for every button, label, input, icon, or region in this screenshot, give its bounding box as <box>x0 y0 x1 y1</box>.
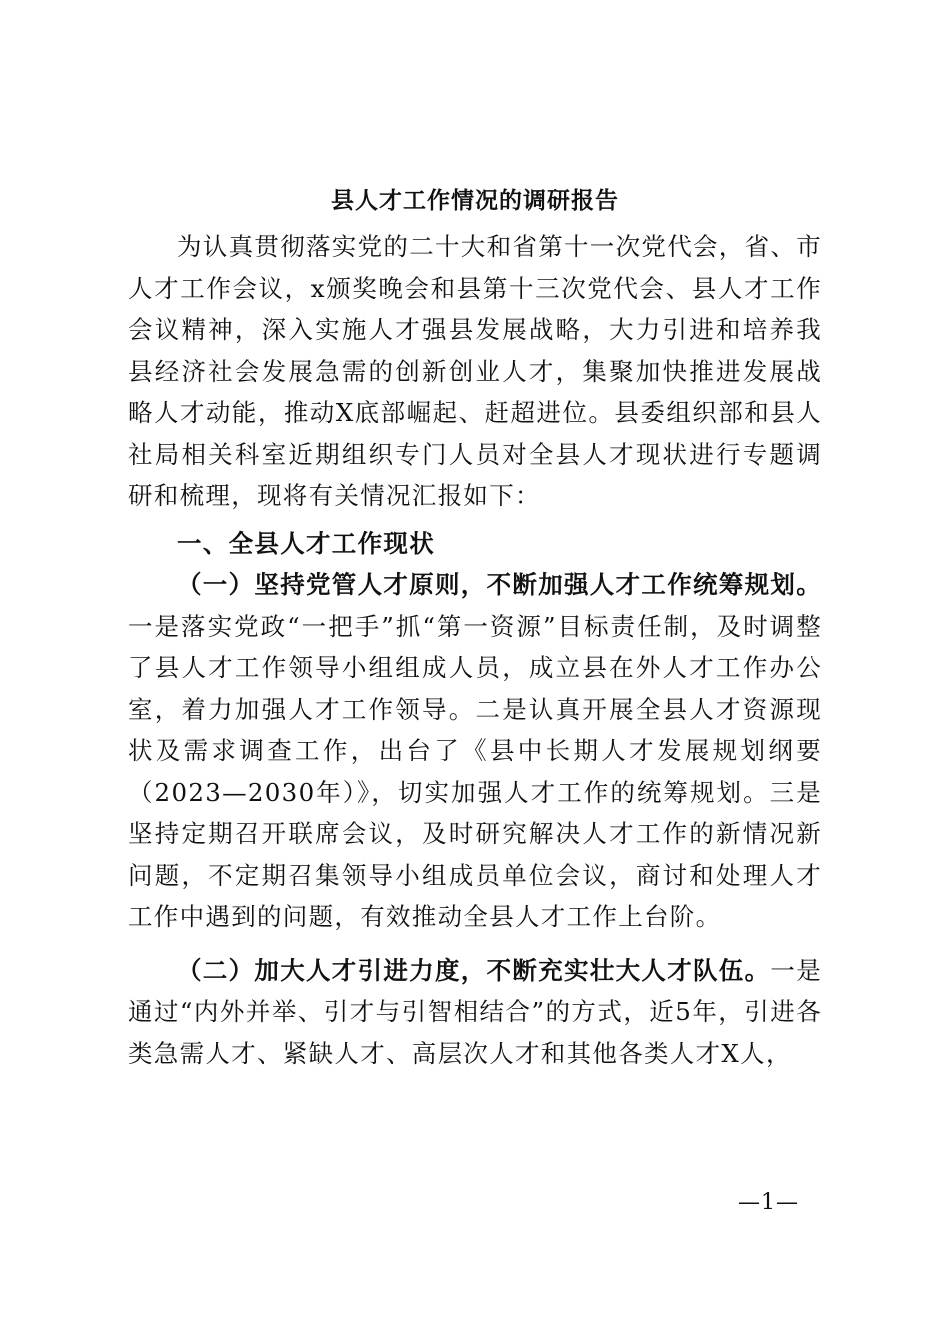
subsection-1-heading: （一）坚持党管人才原则，不断加强人才工作统筹规划。 <box>177 570 822 599</box>
subsection-1-body: 一是落实党政“一把手”抓“第一资源”目标责任制，及时调整了县人才工作领导小组组成人员，成立县在外人才工作办公室，着力加强人才工作领导。二是认真开展全县人才资源现状及需求调查工作，出台了《县中长期人才发展规划纲要（2023—2030年）》，切实加强人才工作的统筹规划。三是坚持定期召开联席会议，及时研究解决人才工作的新情况新问题，不定期召集领导小组成员单位会议，商讨和处理人才工作中遇到的问题，有效推动全县人才工作上台阶。 <box>128 611 822 931</box>
subsection-2-paragraph <box>128 950 822 1075</box>
subsection-1-paragraph <box>128 564 822 938</box>
subsection-2-heading: （二）加大人才引进力度，不断充实壮大人才队伍。 <box>177 955 771 985</box>
subsection-2-body: 一是通过“内外并举、引才与引智相结合”的方式，近5年，引进各类急需人才、紧缺人才、高层次人才和其他各类人才X人， <box>128 955 823 1068</box>
intro-paragraph: 为认真贯彻落实党的二十大和省第十一次党代会，省、市人才工作会议，x颁奖晚会和县第十三次党代会、县人才工作会议精神，深入实施人才强县发展战略，大力引进和培养我县经济社会发展急需的创新创业人才，集聚加快推进发展战略人才动能，推动X底部崛起、赶超进位。县委组织部和县人社局相关科室近期组织专门人员对全县人才现状进行专题调研和梳理，现将有关情况汇报如下： <box>128 232 822 510</box>
page-number: —1— <box>738 1190 799 1215</box>
document-body <box>128 226 822 1074</box>
document-title: 县人才工作情况的调研报告 <box>331 187 619 214</box>
section-heading: 一、全县人才工作现状 <box>177 528 435 558</box>
